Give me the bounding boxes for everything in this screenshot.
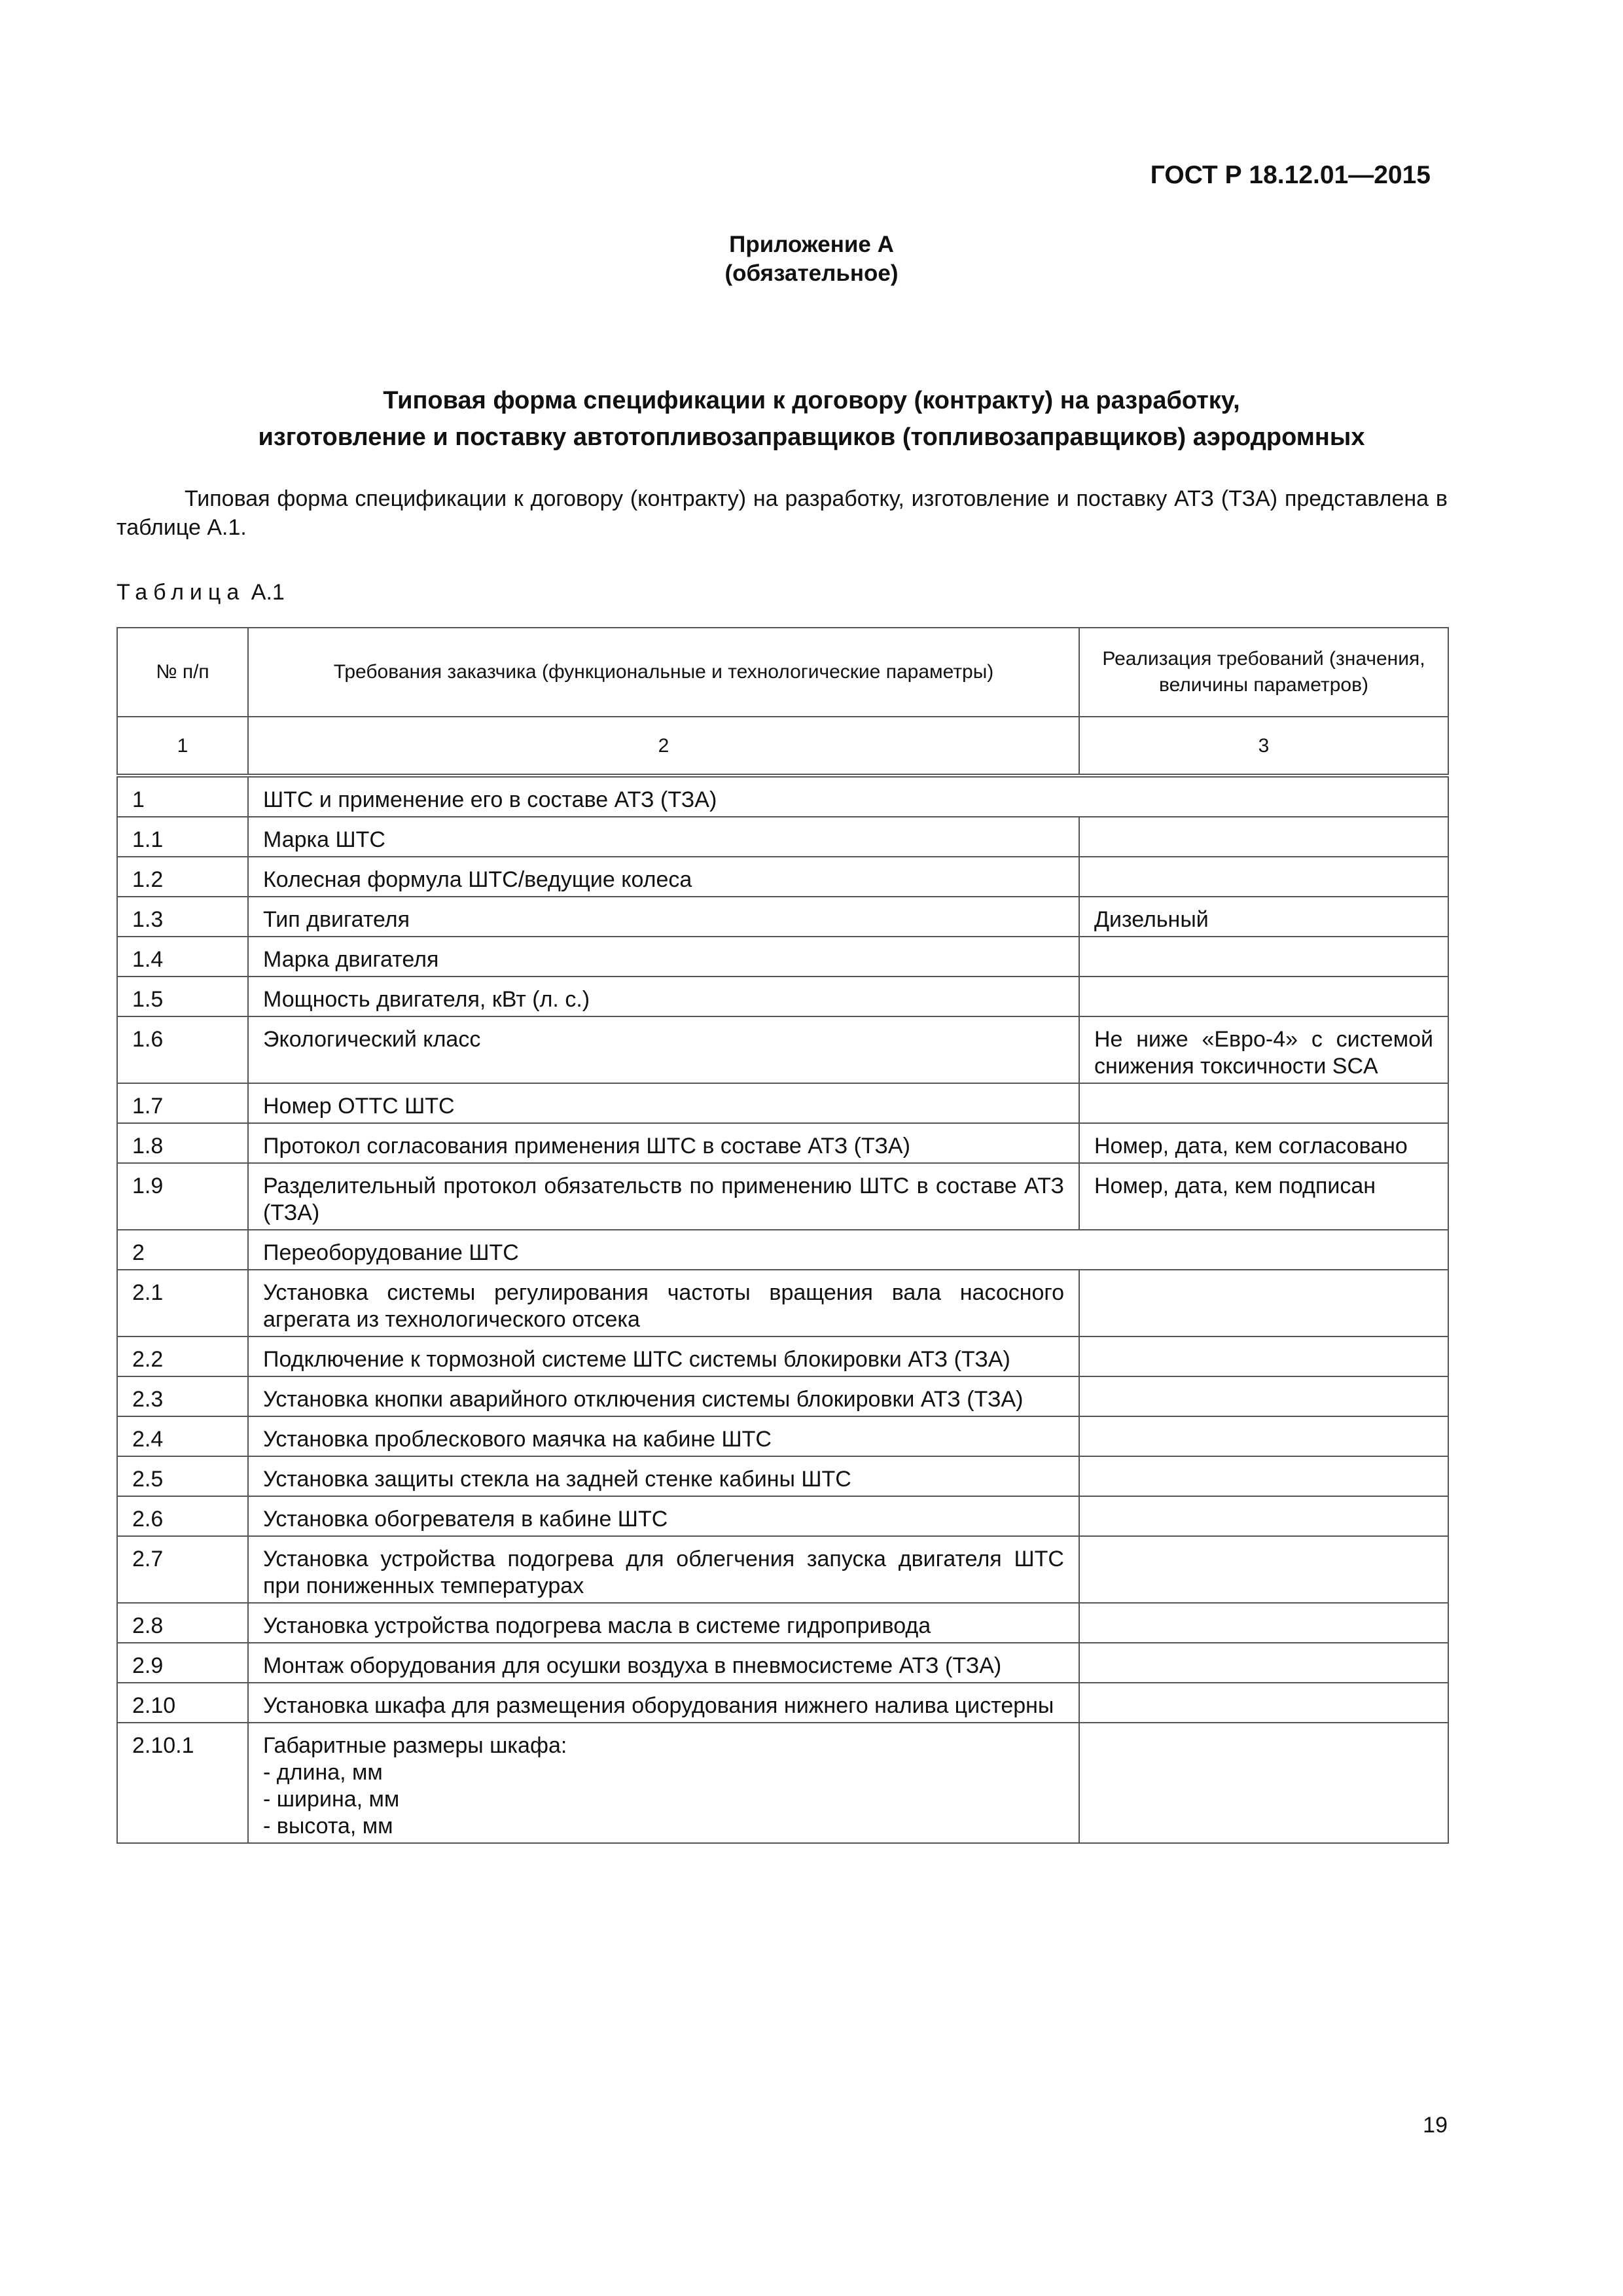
- row-number: 2.10.1: [117, 1723, 248, 1843]
- column-number: 3: [1079, 717, 1448, 776]
- row-requirement: Габаритные размеры шкафа: - длина, мм - ширина, мм - высота, мм: [248, 1723, 1079, 1843]
- appendix-heading: [0, 230, 1623, 288]
- table-row: [117, 1643, 1448, 1683]
- title-line-1: Типовая форма спецификации к договору (контракту) на разработку,: [383, 387, 1240, 414]
- table-header-row: [117, 628, 1448, 717]
- table-row: [117, 1456, 1448, 1496]
- row-implementation: Номер, дата, кем согласовано: [1079, 1123, 1448, 1163]
- row-number: 2.2: [117, 1336, 248, 1376]
- row-implementation: [1079, 1270, 1448, 1336]
- table-row: [117, 1416, 1448, 1456]
- row-requirement: Подключение к тормозной системе ШТС системы блокировки АТЗ (ТЗА): [248, 1336, 1079, 1376]
- row-implementation: [1079, 1456, 1448, 1496]
- row-implementation: [1079, 1336, 1448, 1376]
- row-requirement: Колесная формула ШТС/ведущие колеса: [248, 857, 1079, 897]
- row-number: 1.6: [117, 1016, 248, 1083]
- table-row: [117, 977, 1448, 1016]
- intro-paragraph: Типовая форма спецификации к договору (контракту) на разработку, изготовление и поставку АТЗ (ТЗА) представлена в таблице А.1.: [116, 486, 1448, 540]
- row-number: 1.4: [117, 937, 248, 977]
- row-requirement: ШТС и применение его в составе АТЗ (ТЗА): [248, 776, 1448, 817]
- row-number: 1.8: [117, 1123, 248, 1163]
- row-implementation: [1079, 1536, 1448, 1603]
- row-implementation: [1079, 1683, 1448, 1723]
- title-line-2: изготовление и поставку автотопливозаправщиков (топливозаправщиков) аэродромных: [258, 423, 1365, 451]
- row-requirement: Установка обогревателя в кабине ШТС: [248, 1496, 1079, 1536]
- row-requirement: Тип двигателя: [248, 897, 1079, 937]
- table-row: [117, 817, 1448, 857]
- row-requirement: Разделительный протокол обязательств по применению ШТС в составе АТЗ (ТЗА): [248, 1163, 1079, 1230]
- row-implementation: [1079, 937, 1448, 977]
- row-implementation: [1079, 817, 1448, 857]
- appendix-status: (обязательное): [724, 260, 899, 286]
- table-row: [117, 1536, 1448, 1603]
- row-number: 2.6: [117, 1496, 248, 1536]
- row-number: 1.7: [117, 1083, 248, 1123]
- table-row: [117, 1496, 1448, 1536]
- row-requirement: Установка проблескового маячка на кабине ШТС: [248, 1416, 1079, 1456]
- row-requirement: Установка шкафа для размещения оборудования нижнего налива цистерны: [248, 1683, 1079, 1723]
- column-number: 2: [248, 717, 1079, 776]
- row-requirement: Установка кнопки аварийного отключения системы блокировки АТЗ (ТЗА): [248, 1376, 1079, 1416]
- table-row: [117, 1723, 1448, 1843]
- row-requirement: Монтаж оборудования для осушки воздуха в пневмосистеме АТЗ (ТЗА): [248, 1643, 1079, 1683]
- row-implementation: [1079, 977, 1448, 1016]
- table-row: [117, 937, 1448, 977]
- row-implementation: [1079, 1603, 1448, 1643]
- row-number: 1.2: [117, 857, 248, 897]
- row-number: 1.1: [117, 817, 248, 857]
- row-number: 2.4: [117, 1416, 248, 1456]
- header-requirements: Требования заказчика (функциональные и технологические параметры): [248, 628, 1079, 717]
- row-number: 1.5: [117, 977, 248, 1016]
- row-requirement: Экологический класс: [248, 1016, 1079, 1083]
- table-row: [117, 1163, 1448, 1230]
- row-implementation: [1079, 1496, 1448, 1536]
- table-row: [117, 776, 1448, 817]
- row-number: 2: [117, 1230, 248, 1270]
- row-implementation: [1079, 1376, 1448, 1416]
- row-implementation: Номер, дата, кем подписан: [1079, 1163, 1448, 1230]
- table-caption: [116, 580, 285, 605]
- row-implementation: [1079, 1083, 1448, 1123]
- row-implementation: Не ниже «Евро-4» с системой снижения токсичности SCA: [1079, 1016, 1448, 1083]
- page-number: 19: [1423, 2113, 1448, 2138]
- header-implementation: Реализация требований (значения, величины параметров): [1079, 628, 1448, 717]
- row-number: 2.7: [117, 1536, 248, 1603]
- row-implementation: [1079, 1643, 1448, 1683]
- row-implementation: Дизельный: [1079, 897, 1448, 937]
- row-number: 1: [117, 776, 248, 817]
- row-requirement: Установка системы регулирования частоты вращения вала насосного агрегата из технологического отсека: [248, 1270, 1079, 1336]
- appendix-label: Приложение А: [729, 232, 894, 257]
- row-number: 2.9: [117, 1643, 248, 1683]
- row-number: 2.1: [117, 1270, 248, 1336]
- table-row: [117, 1336, 1448, 1376]
- row-requirement: Установка устройства подогрева для облегчения запуска двигателя ШТС при пониженных температурах: [248, 1536, 1079, 1603]
- table-row: [117, 1016, 1448, 1083]
- row-number: 2.10: [117, 1683, 248, 1723]
- row-number: 1.9: [117, 1163, 248, 1230]
- row-requirement: Переоборудование ШТС: [248, 1230, 1448, 1270]
- table-row: [117, 857, 1448, 897]
- column-number: 1: [117, 717, 248, 776]
- table-row: [117, 1083, 1448, 1123]
- table-row: [117, 1123, 1448, 1163]
- row-number: 2.5: [117, 1456, 248, 1496]
- table-row: [117, 1270, 1448, 1336]
- table-caption-word: Таблица: [116, 580, 245, 605]
- row-requirement: Марка двигателя: [248, 937, 1079, 977]
- table-row: [117, 1376, 1448, 1416]
- row-implementation: [1079, 1416, 1448, 1456]
- row-requirement: Установка защиты стекла на задней стенке кабины ШТС: [248, 1456, 1079, 1496]
- table-caption-number: А.1: [251, 580, 285, 605]
- row-requirement: Протокол согласования применения ШТС в составе АТЗ (ТЗА): [248, 1123, 1079, 1163]
- row-number: 1.3: [117, 897, 248, 937]
- table-row: [117, 1683, 1448, 1723]
- table-row: [117, 897, 1448, 937]
- document-title: [0, 382, 1623, 456]
- row-requirement: Номер ОТТС ШТС: [248, 1083, 1079, 1123]
- column-number-row: [117, 717, 1448, 776]
- row-requirement: Установка устройства подогрева масла в системе гидропривода: [248, 1603, 1079, 1643]
- row-implementation: [1079, 1723, 1448, 1843]
- table-row: [117, 1230, 1448, 1270]
- row-implementation: [1079, 857, 1448, 897]
- row-number: 2.3: [117, 1376, 248, 1416]
- row-number: 2.8: [117, 1603, 248, 1643]
- table-row: [117, 1603, 1448, 1643]
- row-requirement: Мощность двигателя, кВт (л. с.): [248, 977, 1079, 1016]
- row-requirement: Марка ШТС: [248, 817, 1079, 857]
- doc-code: ГОСТ Р 18.12.01—2015: [1150, 161, 1431, 189]
- header-number: № п/п: [117, 628, 248, 717]
- spec-table: [116, 627, 1449, 1844]
